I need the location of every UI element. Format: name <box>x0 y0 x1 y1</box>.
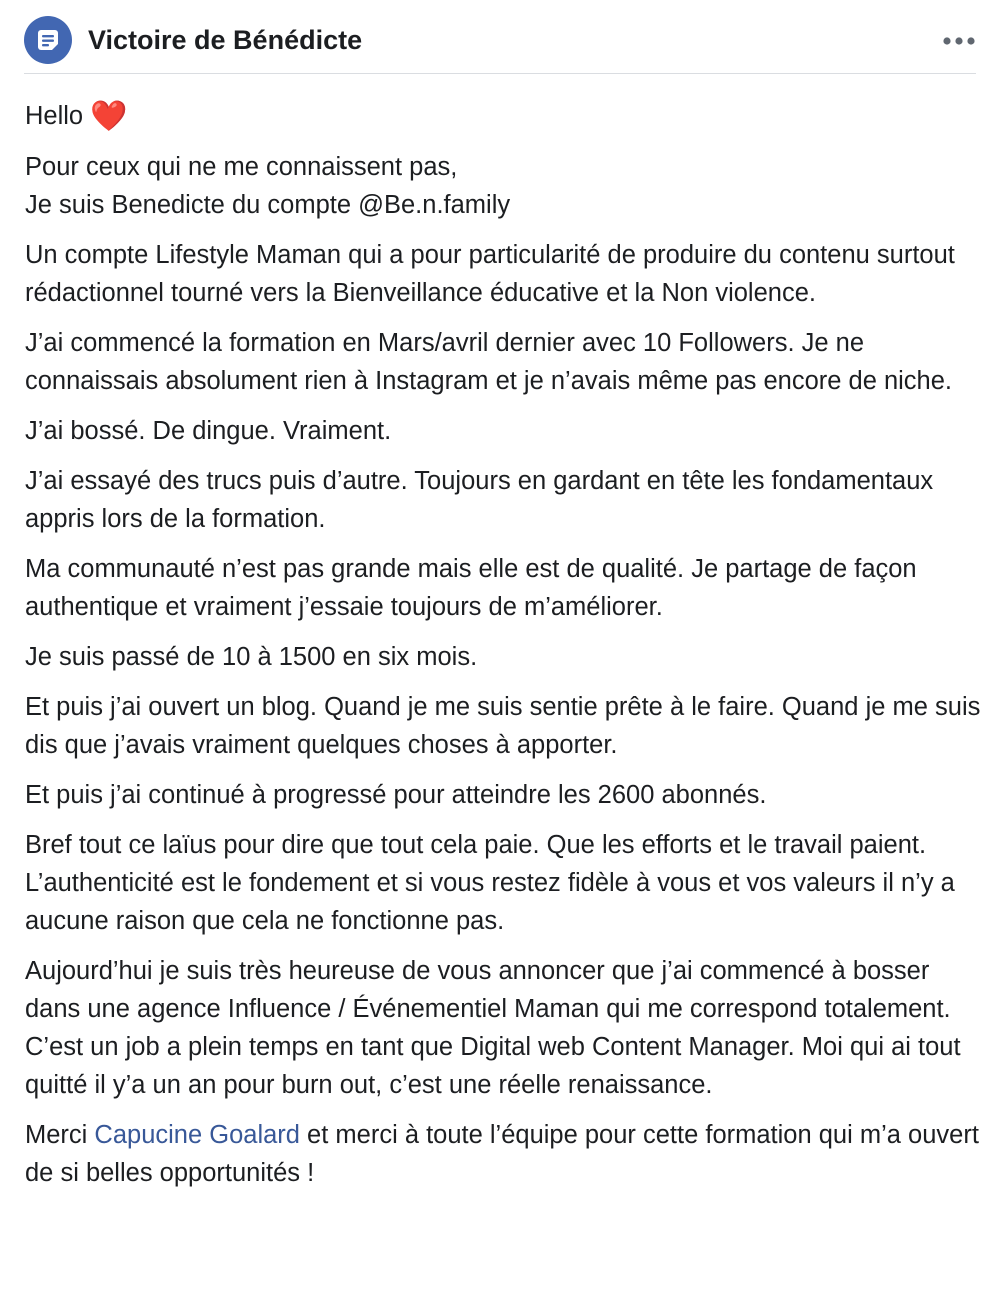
post-paragraph: J’ai commencé la formation en Mars/avril dernier avec 10 Followers. Je ne connaissais absolument rien à Instagram et je n’avais même pas encore de niche. <box>25 329 953 395</box>
more-options-icon <box>941 36 977 46</box>
post-paragraph: J’ai bossé. De dingue. Vraiment. <box>25 417 392 445</box>
author-name[interactable]: Victoire de Bénédicte <box>88 25 363 55</box>
post-paragraph: Un compte Lifestyle Maman qui a pour particularité de produire du contenu surtout rédactionnel tourné vers la Bienveillance éducative et la Non violence. <box>25 241 955 307</box>
more-options-button[interactable] <box>936 26 982 56</box>
avatar[interactable] <box>24 16 72 64</box>
mention-link[interactable]: Capucine Goalard <box>94 1121 300 1149</box>
post-header <box>24 16 976 74</box>
post-paragraph: J’ai essayé des trucs puis d’autre. Toujours en gardant en tête les fondamentaux appris lors de la formation. <box>25 467 934 533</box>
greeting-paragraph <box>25 97 985 136</box>
post-paragraph: Aujourd’hui je suis très heureuse de vous annoncer que j’ai commencé à bosser dans une agence Influence / Événementiel Maman qui me correspond totalement. C’est un job a plein temps en tant que Digital web Content Manager. Moi qui ai tout quitté il y’a un an pour burn out, c’est une réelle renaissance. <box>25 957 961 1099</box>
post-paragraph: Ma communauté n’est pas grande mais elle est de qualité. Je partage de façon authentique et vraiment j’essaie toujours de m’améliorer. <box>25 555 917 621</box>
note-icon <box>35 27 61 53</box>
post-paragraph: Pour ceux qui ne me connaissent pas, Je suis Benedicte du compte @Be.n.family <box>25 153 511 219</box>
post-paragraph: Et puis j’ai ouvert un blog. Quand je me suis sentie prête à le faire. Quand je me suis dis que j’avais vraiment quelques choses à apporter. <box>25 693 981 759</box>
closing-text-after: et merci à toute l’équipe pour cette formation qui m’a ouvert de si belles opportunités ! <box>25 1121 979 1187</box>
greeting-text: Hello <box>25 102 84 130</box>
closing-text-before: Merci <box>25 1121 95 1149</box>
post-paragraph: Bref tout ce laïus pour dire que tout cela paie. Que les efforts et le travail paient. L’authenticité est le fondement et si vous restez fidèle à vous et vos valeurs il n’y a aucune raison que cela ne fonctionne pas. <box>25 831 955 935</box>
post-paragraph: Et puis j’ai continué à progressé pour atteindre les 2600 abonnés. <box>25 781 767 809</box>
post-body <box>25 97 985 1204</box>
heart-emoji-icon: ❤️ <box>90 99 128 134</box>
post-paragraph: Je suis passé de 10 à 1500 en six mois. <box>25 643 478 671</box>
closing-paragraph <box>25 1116 985 1192</box>
